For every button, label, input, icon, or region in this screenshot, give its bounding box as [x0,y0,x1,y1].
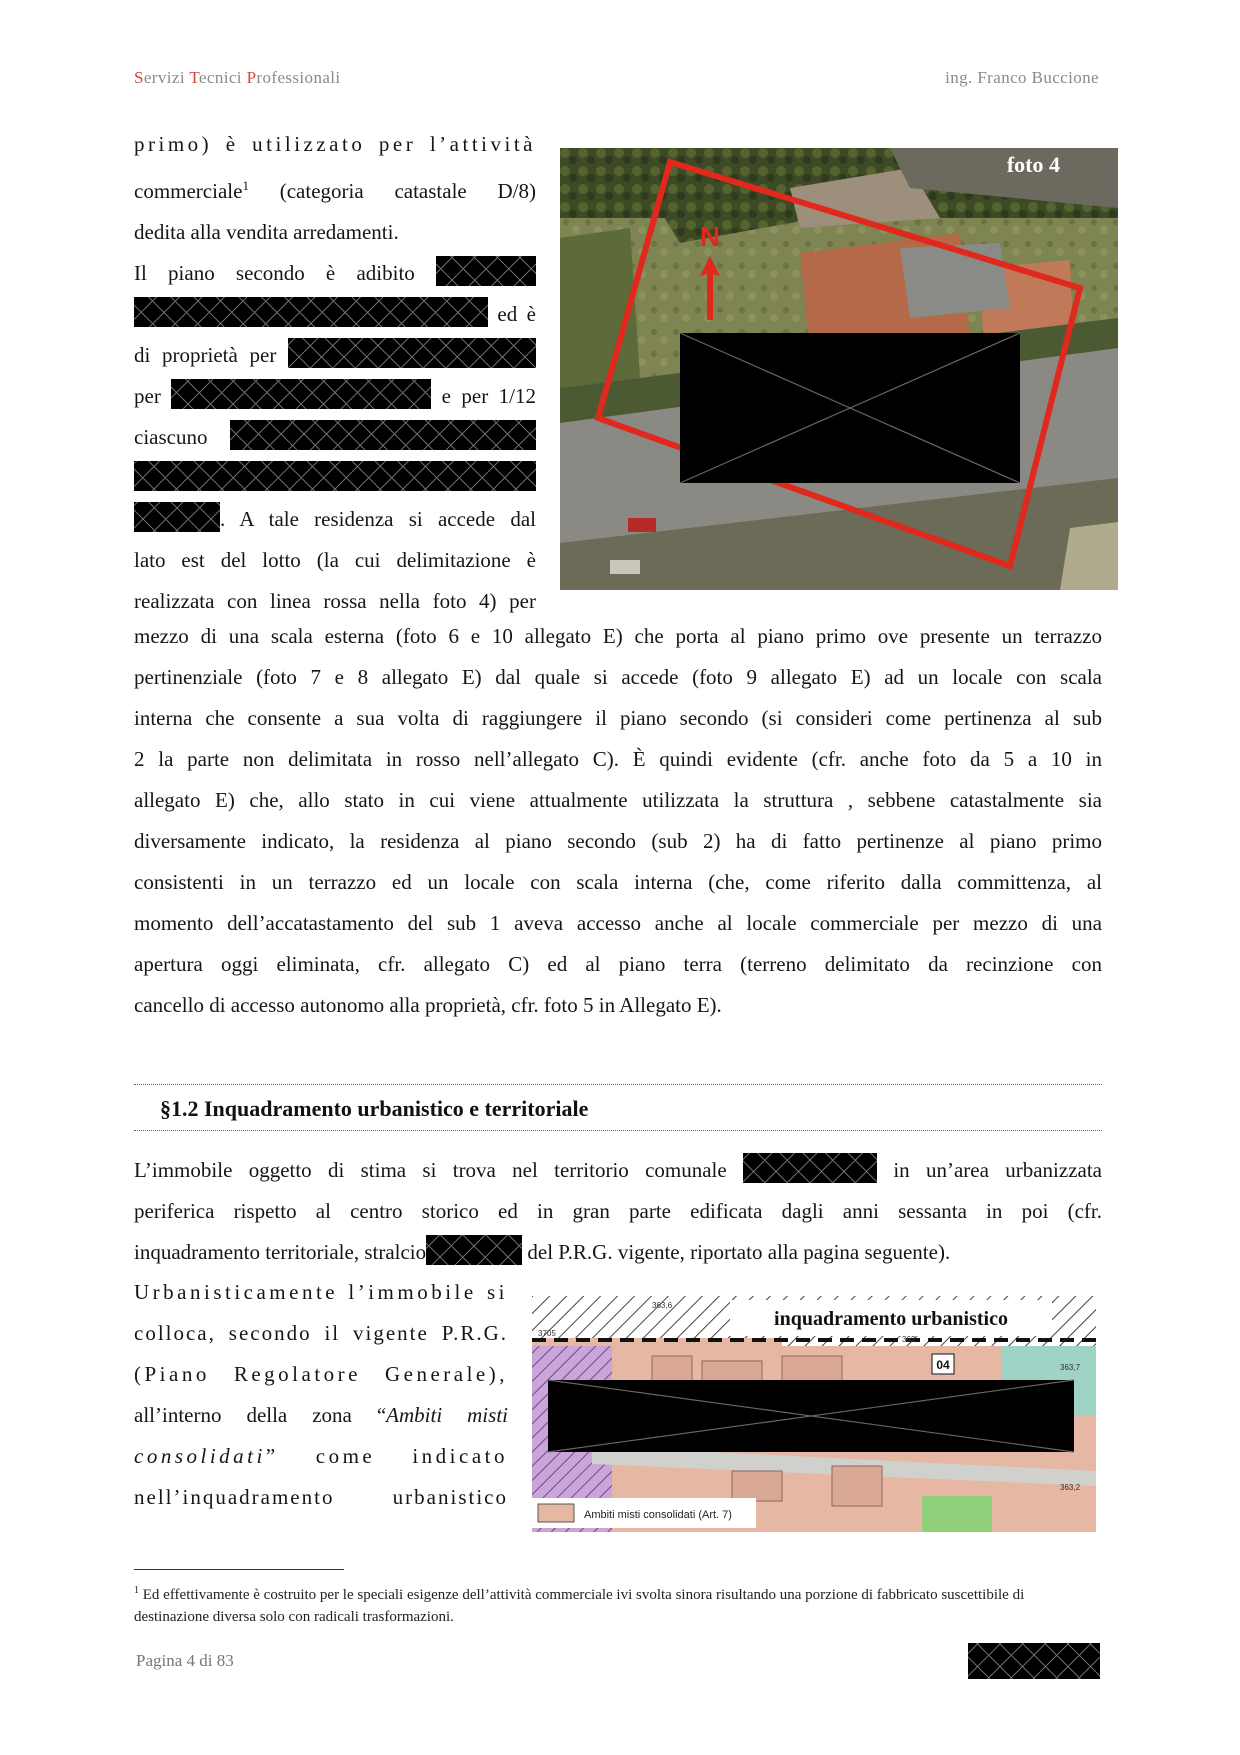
intro-line-9 [134,458,536,499]
redaction-box [171,379,431,409]
running-header-left [134,68,341,88]
intro-line-3: dedita alla vendita arredamenti. [134,220,399,244]
urbanistic-map-graphic [532,1296,1096,1532]
section-paragraph [134,1150,1102,1273]
redaction-box [134,461,536,491]
foto4-label: foto 4 [1006,152,1060,177]
urbanistic-map [532,1296,1096,1532]
redaction-box [288,338,536,368]
urb-line-6: nell’inquadramento urbanistico [134,1485,508,1509]
header-word-ervizi: ervizi [143,68,190,87]
intro-line-6: di proprietà per [134,335,536,376]
intro-line-11: lato est del lotto (la cui delimitazione è [134,548,536,572]
body-line: interna che consente a sua volta di raggiungere il piano secondo (si consideri come pertinenza al sub [134,706,1102,730]
redaction-box [134,502,220,532]
map-elevation-4: 3705 [538,1329,556,1338]
body-line: apertura oggi eliminata, cfr. allegato C) ed al piano terra (terreno delimitato da recinzione con [134,952,1102,976]
body-line: mezzo di una scala esterna (foto 6 e 10 allegato E) che porta al piano primo ove presente un terrazzo [134,624,1102,648]
intro-line-8: ciascuno [134,417,536,458]
section-rule-top [134,1084,1102,1085]
section-line-3: inquadramento territoriale, stralcio del P.R.G. vigente, riportato alla pagina seguente). [134,1232,1102,1273]
map-badge: 04 [936,1358,950,1372]
redaction-box [426,1235,522,1265]
intro-paragraph [134,124,536,622]
intro-line-4: Il piano secondo è adibito [134,253,536,294]
intro-line-1: primo) è utilizzato per l’attività [134,132,536,156]
intro-line-2: commerciale$^1$ (categoria catastale D/8) [134,178,536,203]
header-initial-p: P [246,68,257,87]
intro-line-10: . A tale residenza si accede dal [134,499,536,540]
map-elevation-1: 363,6 [652,1301,673,1310]
header-initial-s: S [134,68,144,87]
north-arrow-label: N [699,221,721,252]
footnote: $^1$ Ed effettivamente è costruito per le speciali esigenze dell’attività commerciale ivi svolta sinora risultando una porzione di fabbricato suscettibile di destinazione diversa solo con radicali trasformazioni. [134,1585,1025,1625]
redaction-box [743,1153,877,1183]
intro-line-5: ed è [134,294,536,335]
intro-line-7: per e per 1/12 [134,376,536,417]
section-line-2: periferica rispetto al centro storico ed in gran parte edificata dagli anni sessanta in poi (cfr. [134,1199,1102,1223]
body-paragraph [134,616,1102,1026]
header-word-ecnici: ecnici [198,68,247,87]
intro-line-12: realizzata con linea rossa nella foto 4) per [134,589,536,613]
body-line: allegato E) che, allo stato in cui viene attualmente utilizzata la struttura , sebbene catastalmente sia [134,788,1102,812]
running-header-right: ing. Franco Buccione [945,68,1099,87]
redaction-box [230,420,536,450]
page-number: Pagina 4 di 83 [136,1651,234,1670]
section-line-1: L’immobile oggetto di stima si trova nel territorio comunale in un’area urbanizzata [134,1150,1102,1191]
body-line: consistenti in un terrazzo ed un locale con scala interna (che, come riferito dalla committenza, al [134,870,1102,894]
aerial-photo-graphic [560,148,1118,590]
urb-line-3: (Piano Regolatore Generale), [134,1362,508,1386]
body-line: 2 la parte non delimitata in rosso nell’allegato C). È quindi evidente (cfr. anche foto da 5 a 10 in [134,747,1102,771]
urb-line-5: consolidati” come indicato [134,1444,508,1468]
body-line: diversamente indicato, la residenza al piano secondo (sub 2) ha di fatto pertinenze al piano primo [134,829,1102,853]
map-elevation-3: 363,2 [1060,1483,1081,1492]
map-legend-label: Ambiti misti consolidati (Art. 7) [584,1509,732,1521]
redaction-box [134,297,488,327]
header-word-rofessionali: rofessionali [256,68,341,87]
body-line: cancello di accesso autonomo alla proprietà, cfr. foto 5 in Allegato E). [134,993,722,1017]
aerial-photo-foto4 [560,148,1118,590]
urb-line-2: colloca, secondo il vigente P.R.G. [134,1321,508,1345]
map-elevation-2: 363,7 [1060,1363,1081,1372]
section-title: §1.2 Inquadramento urbanistico e territoriale [160,1096,589,1121]
footnote-ref-1: 1 [242,178,249,193]
footnote-rule [134,1569,344,1570]
body-line: momento dell’accatastamento del sub 1 aveva accesso anche al locale commerciale per mezzo di una [134,911,1102,935]
footer-redaction-box [968,1643,1100,1679]
header-initial-t: T [189,68,199,87]
map-title: inquadramento urbanistico [774,1308,1008,1330]
section-rule-bottom [134,1130,1102,1131]
urb-line-1: Urbanisticamente l’immobile si [134,1280,508,1304]
redaction-box [436,256,536,286]
map-elevation-5: 362 [902,1335,916,1344]
body-line: pertinenziale (foto 7 e 8 allegato E) dal quale si accede (foto 9 allegato E) ad un locale con scala [134,665,1102,689]
urb-line-4: all’interno della zona “Ambiti misti [134,1403,508,1427]
urbanistic-paragraph [134,1272,508,1518]
